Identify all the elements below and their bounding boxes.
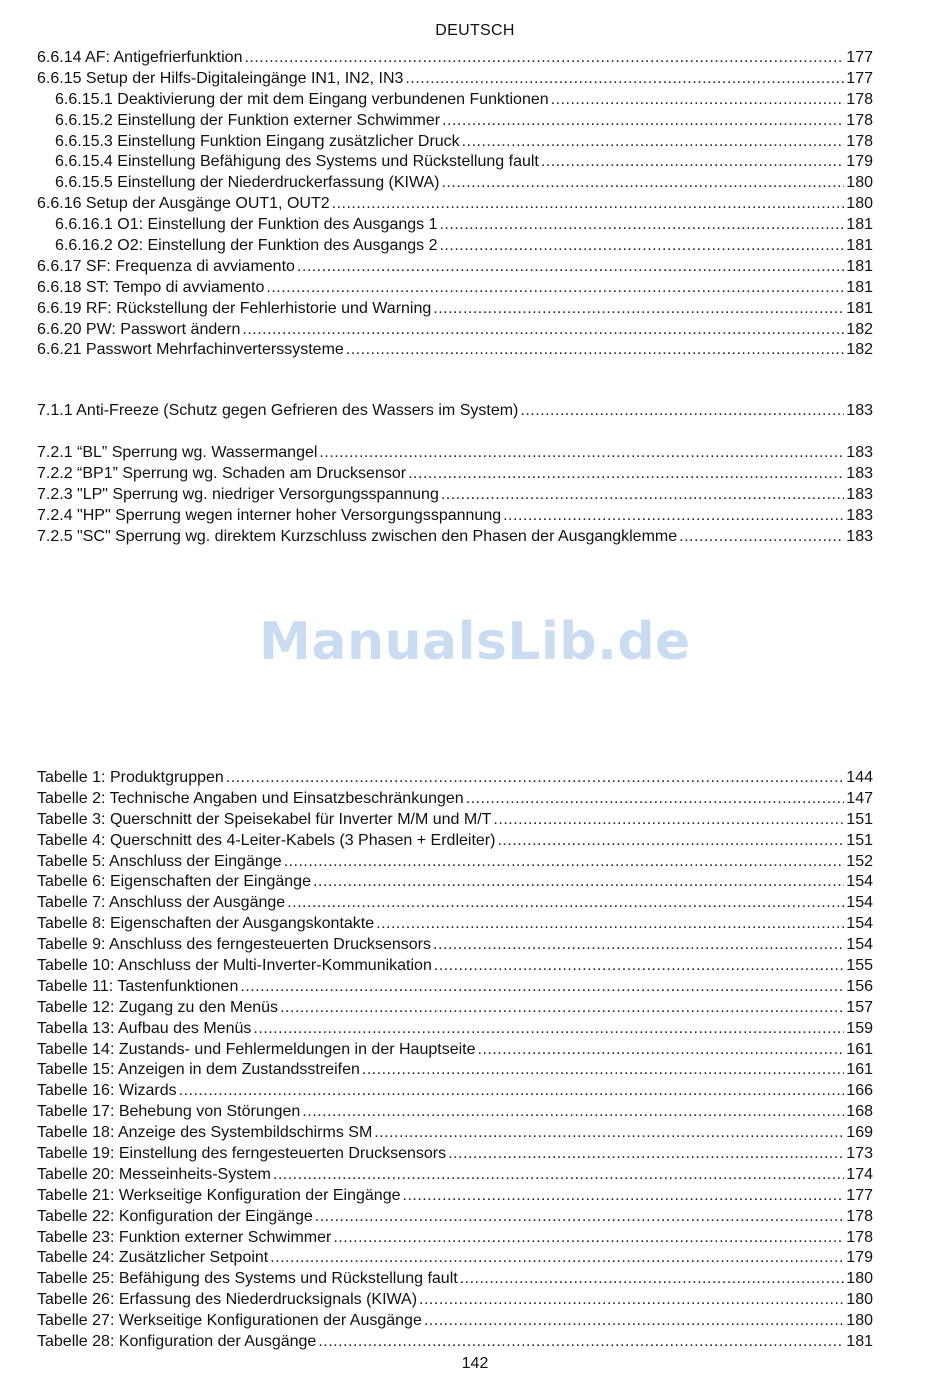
toc-entry-title: 6.6.15.1 Deaktivierung der mit dem Eingang verbundenen Funktionen xyxy=(55,90,549,108)
toc-entry[interactable] xyxy=(37,810,873,831)
dot-leader xyxy=(439,236,844,257)
toc-entry-title: 6.6.18 ST: Tempo di avviamento xyxy=(37,278,265,296)
toc-entry[interactable] xyxy=(37,1186,873,1207)
dot-leader xyxy=(503,506,844,527)
toc-entry[interactable] xyxy=(37,69,873,90)
dot-leader xyxy=(679,527,844,548)
toc-entry-page: 183 xyxy=(846,506,873,524)
toc-entry[interactable] xyxy=(37,1207,873,1228)
toc-entry-title: Tabelle 14: Zustands- und Fehlermeldungen in der Hauptseite xyxy=(37,1040,476,1058)
dot-leader xyxy=(319,443,844,464)
toc-entry-title: Tabelle 23: Funktion externer Schwimmer xyxy=(37,1228,332,1246)
toc-entry[interactable] xyxy=(37,111,873,132)
toc-entry-page: 178 xyxy=(846,132,873,150)
toc-entry-page: 183 xyxy=(846,464,873,482)
toc-entry-title: 6.6.16.2 O2: Einstellung der Funktion des Ausgangs 2 xyxy=(55,237,438,255)
toc-entry-title: 6.6.15 Setup der Hilfs-Digitaleingänge IN1, IN2, IN3 xyxy=(37,69,404,87)
toc-entry-title: Tabelle 28: Konfiguration der Ausgänge xyxy=(37,1333,317,1351)
toc-entry-page: 161 xyxy=(846,1061,873,1079)
dot-leader xyxy=(287,893,844,914)
toc-entry-page: 154 xyxy=(846,915,873,933)
toc-entry-page: 177 xyxy=(846,69,873,87)
dot-leader xyxy=(434,956,844,977)
toc-entry-page: 183 xyxy=(846,527,873,545)
toc-entry-page: 181 xyxy=(846,216,873,234)
toc-entry-page: 183 xyxy=(846,444,873,461)
toc-entry-title: Tabelle 12: Zugang zu den Menüs xyxy=(37,998,279,1016)
toc-entry[interactable] xyxy=(37,527,873,548)
dot-leader xyxy=(541,152,844,173)
toc-entry-title: 7.2.5 "SC" Sperrung wg. direktem Kurzschluss zwischen den Phasen der Ausgangklemme xyxy=(37,527,678,545)
toc-entry-title: 6.6.17 SF: Frequenza di avviamento xyxy=(37,257,295,275)
toc-entry-title: Tabelle 26: Erfassung des Niederdrucksignals (KIWA) xyxy=(37,1291,418,1309)
toc-entry-page: 180 xyxy=(846,1312,873,1330)
toc-entry-page: 151 xyxy=(846,831,873,849)
toc-entry-title: Tabelle 8: Eigenschaften der Ausgangskontakte xyxy=(37,915,375,933)
toc-entry[interactable] xyxy=(37,464,873,485)
dot-leader xyxy=(315,1207,845,1228)
dot-leader xyxy=(439,215,844,236)
dot-leader xyxy=(313,872,844,893)
dot-leader xyxy=(424,1311,844,1332)
dot-leader xyxy=(244,48,844,69)
dot-leader xyxy=(362,1060,844,1081)
toc-entry-title: Tabelle 20: Messeinheits-System xyxy=(37,1165,271,1183)
toc-entry[interactable] xyxy=(37,194,873,215)
toc-entry-page: 183 xyxy=(846,402,873,419)
toc-entry[interactable] xyxy=(37,1311,873,1332)
toc-entry[interactable] xyxy=(37,956,873,977)
dot-leader xyxy=(478,1040,845,1061)
dot-leader xyxy=(318,1332,844,1353)
toc-entry-title: Tabelle 18: Anzeige des Systembildschirms SM xyxy=(37,1124,373,1142)
toc-entry-title: Tabelle 9: Anschluss des ferngesteuerten Drucksensors xyxy=(37,936,431,954)
toc-entry-title: 6.6.16 Setup der Ausgänge OUT1, OUT2 xyxy=(37,195,330,213)
toc-entry-title: 6.6.15.4 Einstellung Befähigung des Systems und Rückstellung fault xyxy=(55,153,539,171)
toc-entry-page: 178 xyxy=(846,1207,873,1225)
toc-entry-page: 156 xyxy=(846,977,873,995)
toc-entry-page: 155 xyxy=(846,957,873,975)
dot-leader xyxy=(441,173,844,194)
toc-entry[interactable] xyxy=(37,257,873,278)
toc-entry[interactable] xyxy=(37,443,873,464)
toc-entry-title: Tabelle 16: Wizards xyxy=(37,1082,177,1100)
toc-entry[interactable] xyxy=(37,1081,873,1102)
toc-entry[interactable] xyxy=(37,90,873,111)
dot-leader xyxy=(493,810,844,831)
toc-entry-title: Tabelle 25: Befähigung des Systems und Rückstellung fault xyxy=(37,1270,458,1288)
toc-entry-page: 180 xyxy=(846,195,873,213)
toc-entry[interactable] xyxy=(37,401,873,422)
toc-entry[interactable] xyxy=(37,852,873,873)
toc-entry-title: Tabelle 11: Tastenfunktionen xyxy=(37,977,239,995)
toc-entry[interactable] xyxy=(37,236,873,257)
toc-entry-title: Tabelle 15: Anzeigen in dem Zustandsstreifen xyxy=(37,1061,360,1079)
toc-entry[interactable] xyxy=(37,1165,873,1186)
toc-entry-page: 177 xyxy=(846,49,873,66)
toc-entry-page: 168 xyxy=(846,1103,873,1121)
toc-section-7-2 xyxy=(37,443,873,547)
toc-entry-page: 161 xyxy=(846,1040,873,1058)
toc-entry[interactable] xyxy=(37,152,873,173)
toc-entry-title: 7.2.1 “BL” Sperrung wg. Wassermangel xyxy=(37,444,318,461)
dot-leader xyxy=(297,257,844,278)
toc-entry-title: 6.6.15.3 Einstellung Funktion Eingang zusätzlicher Druck xyxy=(55,132,460,150)
toc-entry-title: Tabelle 7: Anschluss der Ausgänge xyxy=(37,894,286,912)
toc-entry[interactable] xyxy=(37,1332,873,1353)
toc-entry[interactable] xyxy=(37,935,873,956)
toc-entry-title: Tabelle 5: Anschluss der Eingänge xyxy=(37,852,282,870)
toc-entry-title: Tabelle 3: Querschnitt der Speisekabel für Inverter M/M und M/T xyxy=(37,810,492,828)
toc-entry-title: Tabelle 10: Anschluss der Multi-Inverter-Kommunikation xyxy=(37,957,432,975)
toc-entry[interactable] xyxy=(37,893,873,914)
toc-entry-page: 154 xyxy=(846,873,873,891)
toc-entry[interactable] xyxy=(37,340,873,361)
dot-leader xyxy=(270,1248,844,1269)
toc-entry[interactable] xyxy=(37,1248,873,1269)
dot-leader xyxy=(448,1144,844,1165)
dot-leader xyxy=(266,278,844,299)
toc-entry-title: Tabelle 21: Werkseitige Konfiguration der Eingänge xyxy=(37,1186,401,1204)
toc-entry-title: 7.1.1 Anti-Freeze (Schutz gegen Gefrieren des Wassers im System) xyxy=(37,402,519,419)
toc-entry[interactable] xyxy=(37,998,873,1019)
dot-leader xyxy=(441,485,844,506)
dot-leader xyxy=(551,90,845,111)
toc-entry-page: 181 xyxy=(846,278,873,296)
toc-entry-title: 6.6.20 PW: Passwort ändern xyxy=(37,320,241,338)
dot-leader xyxy=(466,789,845,810)
toc-entry-title: 7.2.2 “BP1” Sperrung wg. Schaden am Drucksensor xyxy=(37,464,407,482)
toc-entry-page: 166 xyxy=(846,1082,873,1100)
dot-leader xyxy=(520,401,844,422)
toc-entry-page: 180 xyxy=(846,1270,873,1288)
toc-entry-title: 7.2.3 "LP" Sperrung wg. niedriger Versorgungsspannung xyxy=(37,485,439,503)
toc-entry-page: 181 xyxy=(846,299,873,317)
dot-leader xyxy=(253,1019,844,1040)
dot-leader xyxy=(273,1165,844,1186)
toc-entry-page: 180 xyxy=(846,1291,873,1309)
toc-entry-page: 179 xyxy=(846,1249,873,1267)
toc-entry-title: Tabelle 2: Technische Angaben und Einsatzbeschränkungen xyxy=(37,789,464,807)
dot-leader xyxy=(346,340,845,361)
toc-entry[interactable] xyxy=(37,872,873,893)
toc-entry-page: 181 xyxy=(846,1333,873,1351)
toc-entry[interactable] xyxy=(37,1290,873,1311)
toc-entry-page: 178 xyxy=(846,111,873,129)
dot-leader xyxy=(433,935,844,956)
toc-entry-page: 157 xyxy=(846,998,873,1016)
table-index xyxy=(37,768,873,1353)
toc-entry-title: 6.6.19 RF: Rückstellung der Fehlerhistorie und Warning xyxy=(37,299,432,317)
toc-entry-page: 144 xyxy=(846,769,873,786)
toc-entry-page: 182 xyxy=(846,320,873,338)
toc-entry-title: Tabella 13: Aufbau des Menüs xyxy=(37,1019,252,1037)
dot-leader xyxy=(497,831,844,852)
dot-leader xyxy=(408,464,844,485)
dot-leader xyxy=(332,194,845,215)
toc-entry-title: Tabelle 22: Konfiguration der Eingänge xyxy=(37,1207,313,1225)
toc-entry[interactable] xyxy=(37,789,873,810)
toc-entry-page: 181 xyxy=(846,257,873,275)
page-header: DEUTSCH xyxy=(435,22,515,39)
toc-section-6-6 xyxy=(37,48,873,361)
toc-entry-title: Tabelle 27: Werkseitige Konfigurationen der Ausgänge xyxy=(37,1312,422,1330)
toc-entry-title: 6.6.21 Passwort Mehrfachinverterssysteme xyxy=(37,341,344,359)
dot-leader xyxy=(302,1102,844,1123)
dot-leader xyxy=(405,69,844,90)
dot-leader xyxy=(403,1186,845,1207)
dot-leader xyxy=(419,1290,844,1311)
toc-entry[interactable] xyxy=(37,1144,873,1165)
toc-entry[interactable] xyxy=(37,1123,873,1144)
dot-leader xyxy=(284,852,845,873)
toc-entry-title: Tabelle 19: Einstellung des ferngesteuerten Drucksensors xyxy=(37,1145,447,1163)
toc-entry-page: 180 xyxy=(846,174,873,192)
toc-entry-page: 151 xyxy=(846,810,873,828)
toc-entry-page: 159 xyxy=(846,1019,873,1037)
toc-entry-title: Tabelle 4: Querschnitt des 4-Leiter-Kabels (3 Phasen + Erdleiter) xyxy=(37,831,496,849)
toc-entry[interactable] xyxy=(37,1040,873,1061)
toc-entry[interactable] xyxy=(37,977,873,998)
toc-entry[interactable] xyxy=(37,320,873,341)
toc-entry-page: 183 xyxy=(846,485,873,503)
toc-entry[interactable] xyxy=(37,831,873,852)
toc-entry[interactable] xyxy=(37,506,873,527)
dot-leader xyxy=(280,998,844,1019)
toc-entry-title: Tabelle 1: Produktgruppen xyxy=(37,769,224,786)
toc-entry-page: 169 xyxy=(846,1124,873,1142)
toc-section-7-1 xyxy=(37,401,873,422)
toc-entry[interactable] xyxy=(37,1102,873,1123)
toc-entry-title: Tabelle 6: Eigenschaften der Eingänge xyxy=(37,873,311,891)
toc-entry-page: 173 xyxy=(846,1145,873,1163)
toc-entry[interactable] xyxy=(37,914,873,935)
toc-entry[interactable] xyxy=(37,768,873,789)
toc-entry-title: Tabelle 17: Behebung von Störungen xyxy=(37,1103,301,1121)
dot-leader xyxy=(179,1081,845,1102)
toc-entry-page: 178 xyxy=(846,1228,873,1246)
toc-entry[interactable] xyxy=(37,132,873,153)
dot-leader xyxy=(376,914,844,935)
toc-entry-title: 7.2.4 "HP" Sperrung wegen interner hoher Versorgungsspannung xyxy=(37,506,502,524)
toc-entry-title: 6.6.15.2 Einstellung der Funktion externer Schwimmer xyxy=(55,111,441,129)
toc-entry[interactable] xyxy=(37,215,873,236)
toc-entry-page: 181 xyxy=(846,237,873,255)
toc-entry-page: 182 xyxy=(846,341,873,359)
dot-leader xyxy=(242,320,844,341)
dot-leader xyxy=(240,977,844,998)
dot-leader xyxy=(433,299,844,320)
toc-entry[interactable] xyxy=(37,173,873,194)
toc-entry-title: Tabelle 24: Zusätzlicher Setpoint xyxy=(37,1249,269,1267)
toc-entry[interactable] xyxy=(37,278,873,299)
dot-leader xyxy=(374,1123,844,1144)
toc-entry[interactable] xyxy=(37,1269,873,1290)
dot-leader xyxy=(462,132,845,153)
toc-entry-page: 178 xyxy=(846,90,873,108)
toc-entry[interactable] xyxy=(37,1228,873,1249)
toc-entry-page: 177 xyxy=(846,1186,873,1204)
toc-entry-title: 6.6.16.1 O1: Einstellung der Funktion des Ausgangs 1 xyxy=(55,216,438,234)
toc-entry[interactable] xyxy=(37,485,873,506)
toc-entry-page: 174 xyxy=(846,1165,873,1183)
toc-entry[interactable] xyxy=(37,1060,873,1081)
dot-leader xyxy=(333,1228,844,1249)
page-number: 142 xyxy=(461,1355,489,1372)
toc-entry[interactable] xyxy=(37,299,873,320)
toc-entry-page: 154 xyxy=(846,936,873,954)
watermark: ManualsLib.de xyxy=(259,612,691,672)
toc-entry-page: 152 xyxy=(846,852,873,870)
dot-leader xyxy=(442,111,844,132)
toc-entry-title: 6.6.15.5 Einstellung der Niederdruckerfassung (KIWA) xyxy=(55,174,440,192)
toc-entry-page: 154 xyxy=(846,894,873,912)
dot-leader xyxy=(226,768,845,789)
toc-entry-page: 147 xyxy=(846,789,873,807)
toc-entry-title: 6.6.14 AF: Antigefrierfunktion xyxy=(37,49,243,66)
toc-entry-page: 179 xyxy=(846,153,873,171)
toc-entry[interactable] xyxy=(37,1019,873,1040)
dot-leader xyxy=(460,1269,845,1290)
toc-entry[interactable] xyxy=(37,48,873,69)
